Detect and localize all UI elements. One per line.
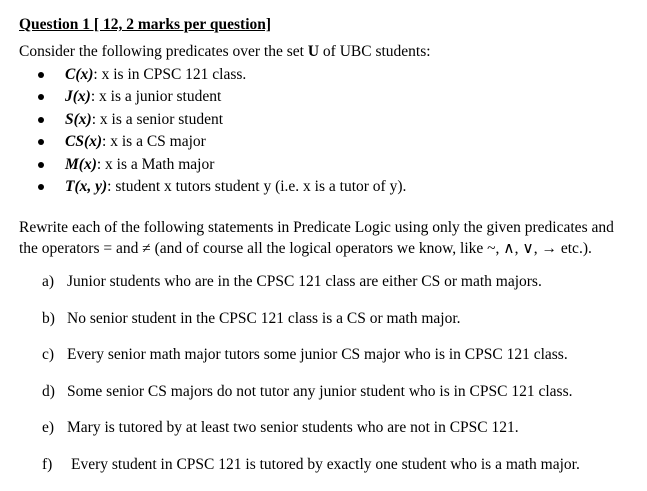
statement-label: b) [42,309,55,327]
statement-text: Every student in CPSC 121 is tutored by exactly one student who is a math major. [71,455,580,473]
predicate-list [38,64,406,198]
instructions-line-1: Rewrite each of the following statements in Predicate Logic using only the given predicates and [19,219,614,236]
statement-text: Every senior math major tutors some junior CS major who is in CPSC 121 class. [67,346,568,364]
predicate-item [38,176,406,198]
bullet-icon [38,117,44,123]
predicate-description: : x is in CPSC 121 class. [93,66,247,83]
intro-suffix: of UBC students: [319,43,431,60]
statement-label: c) [42,346,55,364]
predicate-item [38,131,406,153]
statement-label: f) [42,455,53,473]
statement-item [42,271,580,308]
instructions-line-2: the operators = and ≠ (and of course all the logical operators we know, like ~, ∧, ∨, → etc.). [19,240,592,257]
intro-set-symbol: U [307,43,320,60]
instructions-paragraph [19,217,614,259]
statement-text: Some senior CS majors do not tutor any junior student who is in CPSC 121 class. [67,382,573,400]
predicate-name: C(x) [65,66,94,83]
predicate-item [38,64,406,86]
intro-prefix: Consider the following predicates over the set [19,43,308,60]
predicate-item [38,86,406,108]
question-heading: Question 1 [ 12, 2 marks per question] [19,16,272,33]
bullet-icon [38,162,44,168]
predicate-description: : x is a senior student [91,110,224,128]
statement-text: No senior student in the CPSC 121 class is a CS or math major. [67,309,461,327]
bullet-icon [38,94,44,100]
statement-label: d) [42,382,55,400]
predicate-item [38,109,406,131]
statement-item [42,381,580,418]
statement-text: Mary is tutored by at least two senior students who are not in CPSC 121. [67,419,519,437]
predicate-description: : student x tutors student y (i.e. x is a tutor of y). [107,177,407,195]
predicate-name: T(x, y) [65,177,108,195]
predicate-description: : x is a CS major [102,133,206,151]
bullet-icon [38,139,44,145]
predicate-name: M(x) [65,155,97,173]
intro-sentence [19,42,431,62]
statement-item [42,417,580,454]
predicate-description: : x is a junior student [90,88,222,106]
statement-label: e) [42,419,55,437]
statement-text: Junior students who are in the CPSC 121 class are either CS or math majors. [67,273,542,290]
bullet-icon [38,184,44,190]
statement-item [42,454,580,491]
predicate-description: : x is a Math major [96,155,215,173]
predicate-name: CS(x) [65,133,103,151]
predicate-name: J(x) [65,88,91,106]
statement-label: a) [42,273,55,290]
bullet-icon [38,72,44,78]
predicate-name: S(x) [65,110,92,128]
statement-list [42,271,580,491]
statement-item [42,344,580,381]
predicate-item [38,154,406,176]
statement-item [42,308,580,345]
